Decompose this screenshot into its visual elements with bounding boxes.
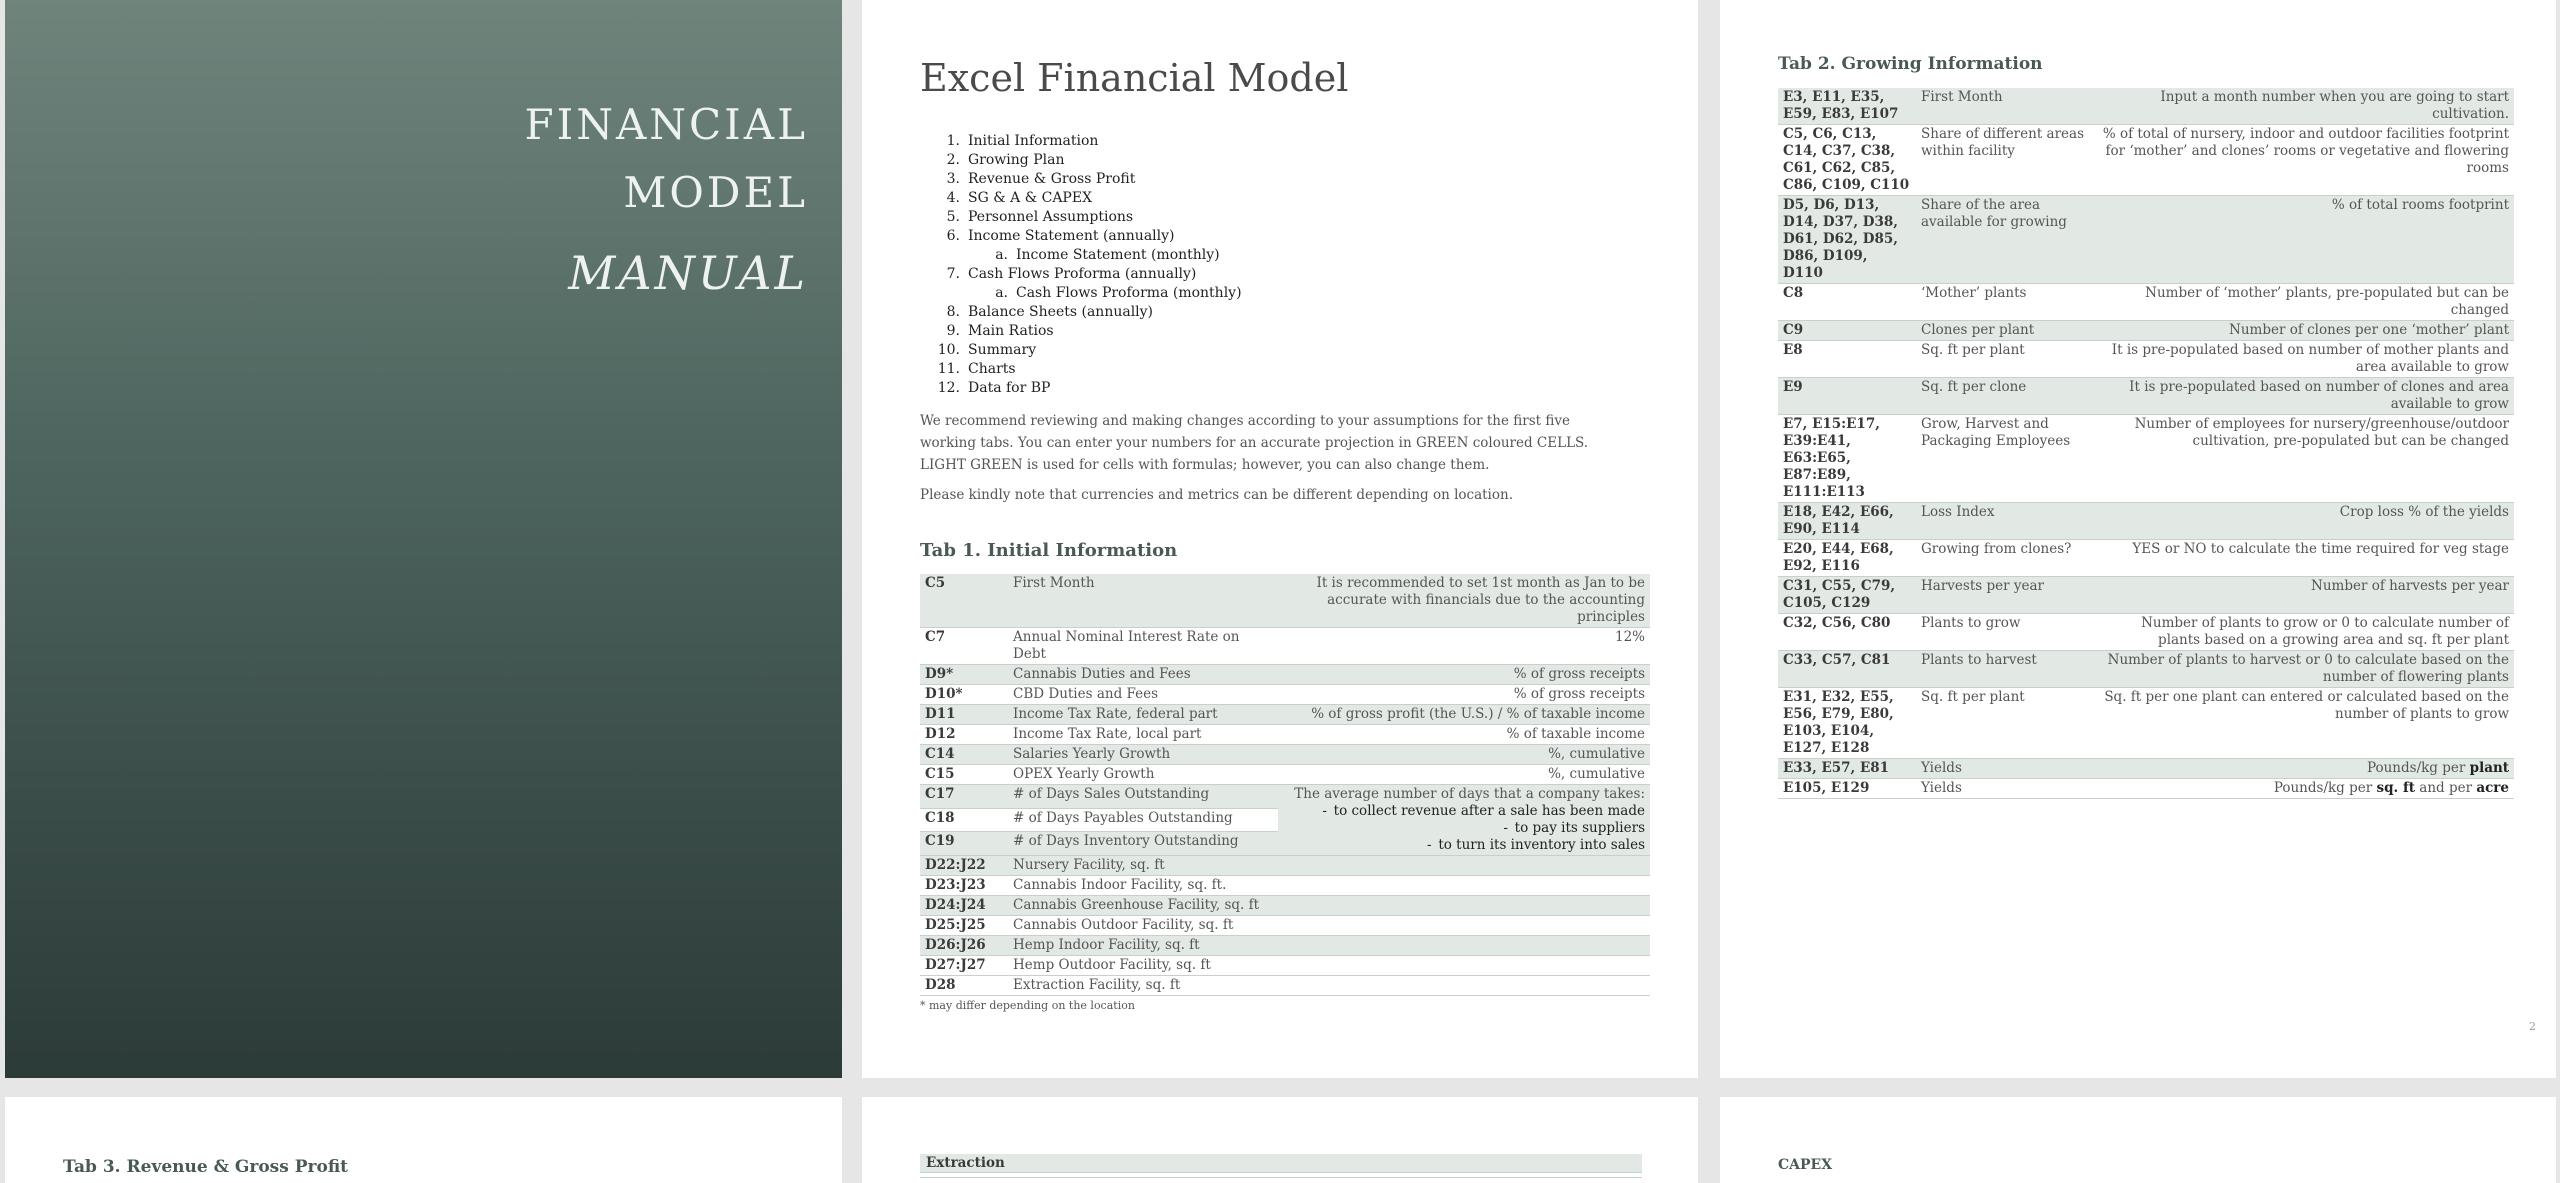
cell-reference: D23:J23 bbox=[925, 877, 986, 893]
intro-paragraph: We recommend reviewing and making changes according to your assumptions for the first five working tabs. You can enter your numbers for an accurate projection in GREEN coloured CELLS. LIGHT GREEN is used for cells with formulas; however, you can also change them. bbox=[920, 413, 1589, 473]
table-row bbox=[1778, 540, 2514, 577]
table-row bbox=[1778, 88, 2514, 125]
toc-label: Cash Flows Proforma (monthly) bbox=[1016, 285, 1242, 301]
cell-reference: C33, C57, C81 bbox=[1778, 651, 1916, 688]
cell-reference: C18 bbox=[920, 808, 1008, 832]
table-row bbox=[1778, 651, 2514, 688]
extraction-label: Extraction bbox=[920, 1154, 1642, 1173]
row-description: % of gross receipts bbox=[1278, 665, 1650, 685]
toc-label: Charts bbox=[968, 361, 1016, 377]
row-description bbox=[1278, 876, 1650, 896]
table-row bbox=[1778, 415, 2514, 503]
row-label: Cannabis Outdoor Facility, sq. ft bbox=[1013, 917, 1234, 933]
cell-reference: E18, E42, E66, E90, E114 bbox=[1778, 503, 1916, 540]
bullet-dash: - bbox=[1503, 820, 1508, 836]
row-description bbox=[1278, 896, 1650, 916]
row-description bbox=[1278, 956, 1650, 976]
toc-label: Summary bbox=[968, 342, 1037, 358]
table-row bbox=[920, 956, 1650, 976]
tab2-table bbox=[1778, 88, 2514, 799]
tab1-heading: Tab 1. Initial Information bbox=[920, 540, 1178, 561]
row-label: Plants to grow bbox=[1921, 615, 2021, 631]
cell-reference: E7, E15:E17, E39:E41, E63:E65, E87:E89, E111:E113 bbox=[1783, 416, 1880, 500]
row-description bbox=[1278, 856, 1650, 876]
row-label: Yields bbox=[1916, 759, 2094, 779]
days-item-text: to turn its inventory into sales bbox=[1438, 837, 1645, 853]
cell-reference: D27:J27 bbox=[925, 957, 986, 973]
desc-emphasis: acre bbox=[2476, 780, 2509, 796]
table-row bbox=[920, 785, 1650, 809]
cover-title-line1: FINANCIAL bbox=[524, 100, 808, 149]
row-description bbox=[1278, 916, 1650, 936]
days-intro: The average number of days that a company takes: bbox=[1294, 786, 1645, 802]
table-row bbox=[1778, 341, 2514, 378]
table-row bbox=[1778, 614, 2514, 651]
toc-item bbox=[920, 360, 1620, 379]
cell-reference: D24:J24 bbox=[920, 896, 1008, 916]
toc-label: Growing Plan bbox=[968, 152, 1065, 168]
table-row bbox=[920, 665, 1650, 685]
desc-text: and per bbox=[2414, 780, 2477, 796]
cell-reference: E8 bbox=[1783, 342, 1803, 358]
days-item-text: to pay its suppliers bbox=[1514, 820, 1645, 836]
toc-item bbox=[920, 379, 1620, 398]
row-label: Growing from clones? bbox=[1921, 541, 2072, 557]
cell-reference: C32, C56, C80 bbox=[1783, 615, 1891, 631]
row-label: # of Days Inventory Outstanding bbox=[1008, 832, 1278, 856]
cell-reference: E20, E44, E68, E92, E116 bbox=[1783, 541, 1894, 574]
footnote: * may differ depending on the location bbox=[920, 999, 1135, 1012]
row-label: # of Days Sales Outstanding bbox=[1008, 785, 1278, 809]
tab1-table bbox=[920, 574, 1650, 996]
toc-label: Main Ratios bbox=[968, 323, 1054, 339]
toc-number: 8. bbox=[946, 304, 960, 320]
row-description bbox=[1278, 936, 1650, 956]
cell-reference: C5 bbox=[920, 574, 1008, 628]
table-row bbox=[920, 876, 1650, 896]
row-label: CBD Duties and Fees bbox=[1013, 686, 1159, 702]
cell-reference: D9* bbox=[920, 665, 1008, 685]
toc-item bbox=[920, 284, 1620, 303]
days-description bbox=[1278, 785, 1650, 856]
toc-item bbox=[920, 341, 1620, 360]
cell-reference: E33, E57, E81 bbox=[1778, 759, 1916, 779]
toc-number: 12. bbox=[937, 380, 960, 396]
cell-reference: C9 bbox=[1778, 321, 1916, 341]
row-description: 12% bbox=[1614, 629, 1645, 645]
toc-number: a. bbox=[995, 247, 1008, 263]
table-row bbox=[920, 685, 1650, 705]
toc-item bbox=[920, 265, 1620, 284]
row-label: Income Tax Rate, local part bbox=[1013, 726, 1202, 742]
row-description: It is pre-populated based on number of clones and area available to grow bbox=[2094, 378, 2514, 415]
document-title: Excel Financial Model bbox=[920, 56, 1349, 100]
row-label: Annual Nominal Interest Rate on Debt bbox=[1013, 629, 1240, 662]
row-label: Sq. ft per plant bbox=[1921, 689, 2025, 705]
cell-reference: D10* bbox=[925, 686, 963, 702]
row-description: Number of employees for nursery/greenhouse/outdoor cultivation, pre-populated but can be changed bbox=[2134, 416, 2509, 449]
row-label: Harvests per year bbox=[1916, 577, 2094, 614]
row-description: It is pre-populated based on number of mother plants and area available to grow bbox=[2111, 342, 2509, 375]
row-label: Plants to harvest bbox=[1916, 651, 2094, 688]
cell-reference: D12 bbox=[925, 726, 956, 742]
row-description bbox=[1278, 976, 1650, 996]
toc-number: 3. bbox=[946, 171, 960, 187]
row-label: Cannabis Indoor Facility, sq. ft. bbox=[1013, 877, 1227, 893]
cell-reference: C5, C6, C13, C14, C37, C38, C61, C62, C85, C86, C109, C110 bbox=[1783, 126, 1910, 193]
row-label: OPEX Yearly Growth bbox=[1013, 766, 1155, 782]
toc-label: SG & A & CAPEX bbox=[968, 190, 1093, 206]
table-row bbox=[1778, 759, 2514, 779]
table-row bbox=[1778, 503, 2514, 540]
cell-reference: C14 bbox=[920, 745, 1008, 765]
toc-item bbox=[920, 322, 1620, 341]
row-label: Extraction Facility, sq. ft bbox=[1013, 977, 1181, 993]
row-label: # of Days Payables Outstanding bbox=[1008, 808, 1278, 832]
cell-reference: E3, E11, E35, E59, E83, E107 bbox=[1778, 88, 1916, 125]
desc-text: Pounds/kg per bbox=[2366, 760, 2470, 776]
cell-reference: C31, C55, C79, C105, C129 bbox=[1778, 577, 1916, 614]
row-description: YES or NO to calculate the time required for veg stage bbox=[2132, 541, 2509, 557]
row-description bbox=[2094, 759, 2514, 779]
page-capex bbox=[1720, 1097, 2556, 1183]
cover-page bbox=[5, 0, 842, 1078]
row-label: Share of different areas within facility bbox=[1921, 126, 2085, 159]
row-description: %, cumulative bbox=[1548, 766, 1645, 782]
row-label: Yields bbox=[1921, 780, 1962, 796]
table-row bbox=[920, 574, 1650, 628]
row-label: Sq. ft per plant bbox=[1921, 342, 2025, 358]
page-initial-information bbox=[862, 0, 1698, 1078]
toc-number: a. bbox=[995, 285, 1008, 301]
row-label: Cannabis Greenhouse Facility, sq. ft bbox=[1008, 896, 1278, 916]
cell-reference: C19 bbox=[920, 832, 1008, 856]
bullet-dash: - bbox=[1322, 803, 1327, 819]
table-row bbox=[920, 628, 1650, 665]
bullet-dash: - bbox=[1427, 837, 1432, 853]
row-label: Grow, Harvest and Packaging Employees bbox=[1921, 416, 2071, 449]
cell-reference: C17 bbox=[920, 785, 1008, 809]
cell-reference: C8 bbox=[1783, 285, 1804, 301]
cell-reference: D26:J26 bbox=[920, 936, 1008, 956]
toc-number: 9. bbox=[946, 323, 960, 339]
toc-item bbox=[920, 208, 1620, 227]
row-description: Number of ‘mother’ plants, pre-populated but can be changed bbox=[2145, 285, 2509, 318]
toc-number: 4. bbox=[946, 190, 960, 206]
toc-label: Income Statement (annually) bbox=[968, 228, 1175, 244]
row-description bbox=[2094, 779, 2514, 799]
cell-reference: C7 bbox=[925, 629, 946, 645]
table-row bbox=[1778, 577, 2514, 614]
row-description: Number of plants to grow or 0 to calculate number of plants based on a growing area and sq. ft per plant bbox=[2141, 615, 2509, 648]
cell-reference: C15 bbox=[925, 766, 955, 782]
days-item bbox=[1283, 837, 1645, 854]
row-description: % of gross profit (the U.S.) / % of taxable income bbox=[1278, 705, 1650, 725]
table-row bbox=[1778, 688, 2514, 759]
row-description: Sq. ft per one plant can entered or calculated based on the number of plants to grow bbox=[2104, 689, 2509, 722]
row-description: It is recommended to set 1st month as Jan to be accurate with financials due to the accounting principles bbox=[1278, 574, 1650, 628]
page-number: 2 bbox=[2529, 1020, 2536, 1033]
toc-item bbox=[920, 303, 1620, 322]
row-description: % of total rooms footprint bbox=[2094, 196, 2514, 284]
page-revenue bbox=[5, 1097, 842, 1183]
table-row bbox=[920, 976, 1650, 996]
toc-number: 1. bbox=[946, 133, 960, 149]
capex-heading: CAPEX bbox=[1778, 1157, 1833, 1173]
days-item bbox=[1283, 803, 1645, 820]
row-label: First Month bbox=[1008, 574, 1278, 628]
toc-item bbox=[920, 189, 1620, 208]
tab2-heading: Tab 2. Growing Information bbox=[1778, 54, 2043, 74]
cell-reference: D22:J22 bbox=[920, 856, 1008, 876]
row-label: ‘Mother’ plants bbox=[1921, 285, 2027, 301]
row-description: Input a month number when you are going to start cultivation. bbox=[2094, 88, 2514, 125]
toc-label: Initial Information bbox=[968, 133, 1099, 149]
cell-reference: E105, E129 bbox=[1783, 780, 1870, 796]
toc-label: Balance Sheets (annually) bbox=[968, 304, 1154, 320]
table-row bbox=[920, 856, 1650, 876]
table-divider bbox=[920, 1177, 1642, 1178]
cell-reference: D28 bbox=[925, 977, 956, 993]
table-row bbox=[1778, 196, 2514, 284]
table-row bbox=[1778, 321, 2514, 341]
row-description: % of taxable income bbox=[1506, 726, 1645, 742]
table-row bbox=[1778, 125, 2514, 196]
cell-reference: E31, E32, E55, E56, E79, E80, E103, E104, E127, E128 bbox=[1783, 689, 1894, 756]
toc-item bbox=[920, 227, 1620, 246]
row-description: % of gross receipts bbox=[1513, 686, 1645, 702]
cover-title-line2: MODEL bbox=[623, 168, 808, 217]
toc-number: 11. bbox=[937, 361, 960, 377]
table-row bbox=[920, 936, 1650, 956]
days-item bbox=[1283, 820, 1645, 837]
days-item-text: to collect revenue after a sale has been made bbox=[1333, 803, 1645, 819]
row-label: Income Tax Rate, federal part bbox=[1008, 705, 1278, 725]
row-label: Clones per plant bbox=[1916, 321, 2094, 341]
toc-number: 7. bbox=[946, 266, 960, 282]
row-description: %, cumulative bbox=[1278, 745, 1650, 765]
row-label: Sq. ft per clone bbox=[1916, 378, 2094, 415]
table-row bbox=[920, 896, 1650, 916]
table-row bbox=[1778, 378, 2514, 415]
row-label: Cannabis Duties and Fees bbox=[1008, 665, 1278, 685]
toc-label: Revenue & Gross Profit bbox=[968, 171, 1136, 187]
table-of-contents bbox=[920, 132, 1620, 398]
toc-label: Cash Flows Proforma (annually) bbox=[968, 266, 1197, 282]
row-label: Nursery Facility, sq. ft bbox=[1008, 856, 1278, 876]
table-row bbox=[920, 705, 1650, 725]
toc-number: 5. bbox=[946, 209, 960, 225]
toc-number: 6. bbox=[946, 228, 960, 244]
cell-reference: D25:J25 bbox=[925, 917, 986, 933]
tab3-heading: Tab 3. Revenue & Gross Profit bbox=[63, 1157, 349, 1177]
toc-label: Income Statement (monthly) bbox=[1016, 247, 1220, 263]
desc-text: Pounds/kg per bbox=[2273, 780, 2377, 796]
row-label: Salaries Yearly Growth bbox=[1008, 745, 1278, 765]
row-description: Number of harvests per year bbox=[2094, 577, 2514, 614]
table-row bbox=[920, 765, 1650, 785]
cell-reference: D11 bbox=[920, 705, 1008, 725]
row-description: Crop loss % of the yields bbox=[2094, 503, 2514, 540]
page-extraction bbox=[862, 1097, 1698, 1183]
toc-item bbox=[920, 151, 1620, 170]
toc-item bbox=[920, 170, 1620, 189]
row-label: Hemp Outdoor Facility, sq. ft bbox=[1013, 957, 1211, 973]
cover-title-line3: MANUAL bbox=[568, 246, 808, 300]
cell-reference: E9 bbox=[1778, 378, 1916, 415]
page-growing-information bbox=[1720, 0, 2556, 1078]
table-row bbox=[920, 916, 1650, 936]
table-row bbox=[920, 745, 1650, 765]
toc-item bbox=[920, 246, 1620, 265]
row-label: Loss Index bbox=[1916, 503, 2094, 540]
toc-item bbox=[920, 132, 1620, 151]
table-row bbox=[1778, 779, 2514, 799]
note-paragraph: Please kindly note that currencies and metrics can be different depending on location. bbox=[920, 487, 1513, 503]
row-description: Number of plants to harvest or 0 to calculate based on the number of flowering plants bbox=[2094, 651, 2514, 688]
cell-reference: D5, D6, D13, D14, D37, D38, D61, D62, D85, D86, D109, D110 bbox=[1778, 196, 1916, 284]
desc-emphasis: sq. ft bbox=[2376, 780, 2415, 796]
row-description: % of total of nursery, indoor and outdoor facilities footprint for ‘mother’ and clones’ rooms or vegetative and flowering rooms bbox=[2102, 126, 2509, 176]
toc-label: Personnel Assumptions bbox=[968, 209, 1134, 225]
table-row bbox=[920, 725, 1650, 745]
table-row bbox=[1778, 284, 2514, 321]
row-label: Hemp Indoor Facility, sq. ft bbox=[1008, 936, 1278, 956]
row-label: First Month bbox=[1916, 88, 2094, 125]
row-description: Number of clones per one ‘mother’ plant bbox=[2094, 321, 2514, 341]
row-label: Share of the area available for growing bbox=[1916, 196, 2094, 284]
toc-number: 2. bbox=[946, 152, 960, 168]
desc-emphasis: plant bbox=[2469, 760, 2509, 776]
toc-label: Data for BP bbox=[968, 380, 1051, 396]
toc-number: 10. bbox=[937, 342, 960, 358]
